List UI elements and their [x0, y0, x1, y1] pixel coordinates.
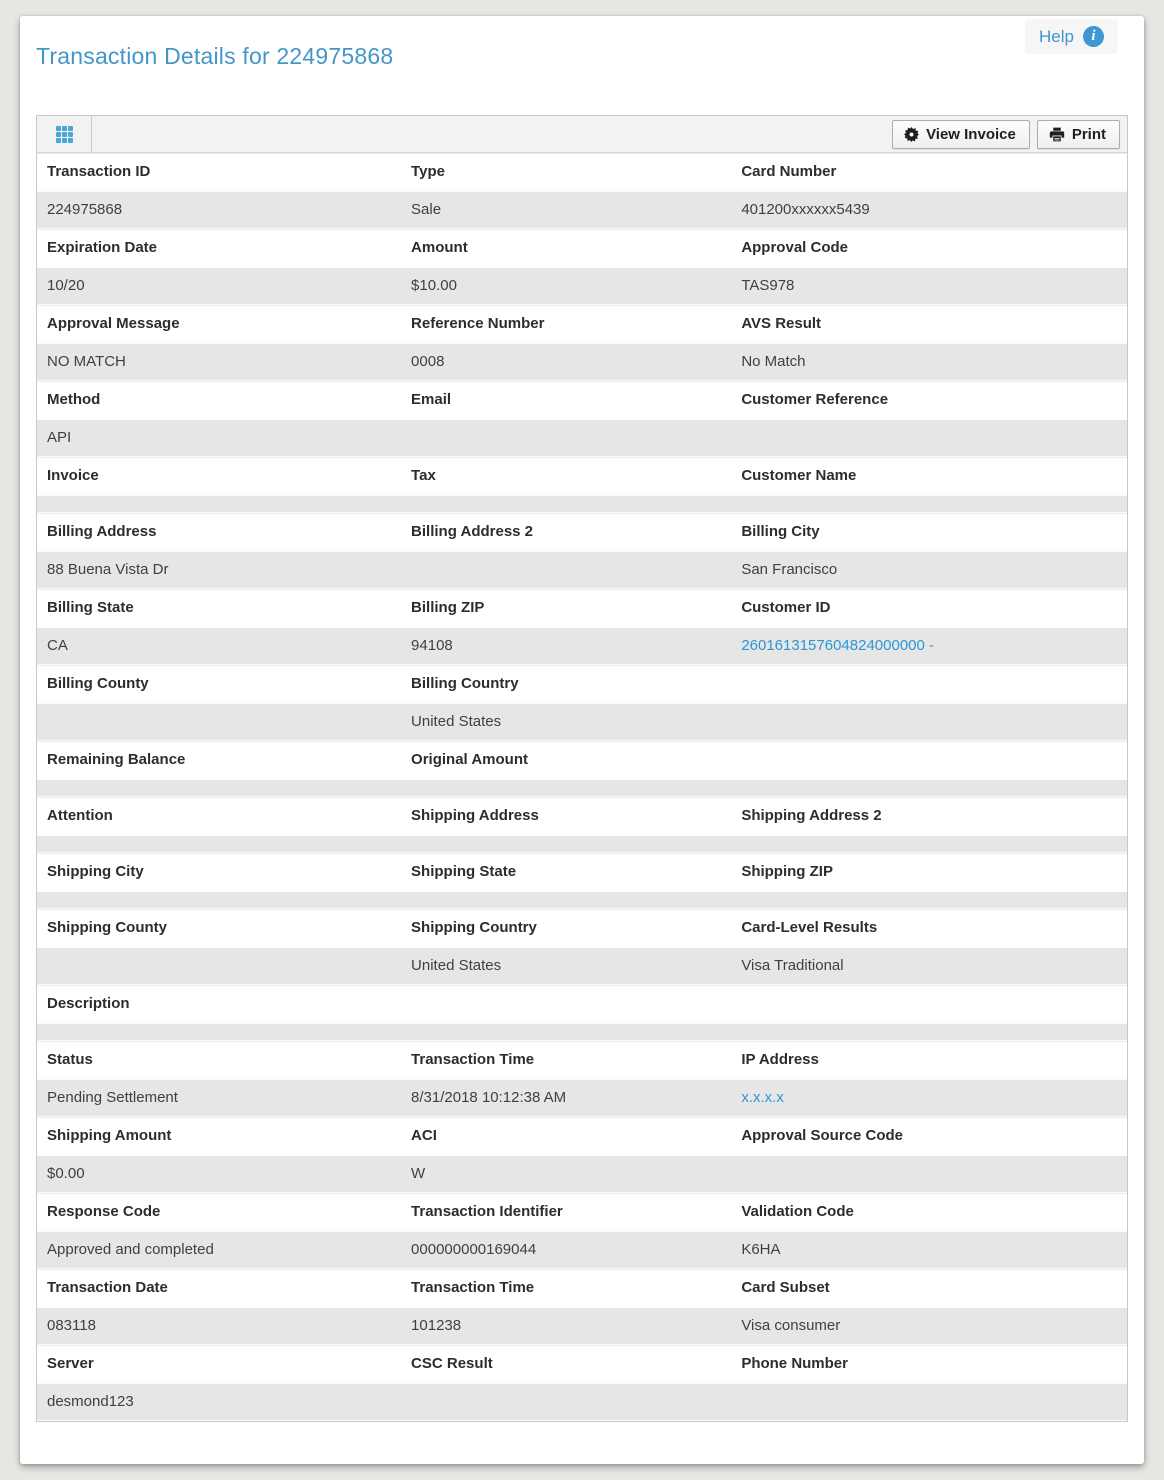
value-cell: Pending Settlement [47, 1089, 178, 1106]
label-cell: Transaction Time [411, 1051, 535, 1068]
value-cell: 88 Buena Vista Dr [47, 561, 169, 578]
label-cell: Approval Source Code [741, 1127, 904, 1144]
value-cell: 401200xxxxxx5439 [741, 201, 870, 218]
label-cell: Description [47, 995, 130, 1012]
ip-address-link[interactable]: x.x.x.x [741, 1089, 784, 1106]
value-cell: 083118 [47, 1317, 96, 1334]
label-cell: Card Subset [741, 1279, 830, 1296]
details-table [37, 153, 1127, 1421]
value-row [37, 191, 1127, 229]
label-cell: Billing Country [411, 675, 519, 692]
value-cell [401, 420, 731, 456]
label-cell: Approval Code [741, 239, 848, 256]
label-cell: Billing State [47, 599, 134, 616]
spacer-row [37, 891, 1127, 909]
value-row [37, 1155, 1127, 1193]
label-cell: Expiration Date [47, 239, 158, 256]
label-cell: Attention [47, 807, 113, 824]
label-row [37, 305, 1127, 343]
label-cell: Approval Message [47, 315, 180, 332]
label-cell: Original Amount [411, 751, 528, 768]
label-cell: ACI [411, 1127, 437, 1144]
label-row [37, 741, 1127, 779]
label-cell: Server [47, 1355, 94, 1372]
label-cell: Customer Name [741, 467, 857, 484]
label-cell [731, 742, 1127, 779]
label-cell: Response Code [47, 1203, 161, 1220]
value-cell [37, 704, 401, 740]
value-cell: K6HA [741, 1241, 781, 1258]
label-cell: Shipping State [411, 863, 517, 880]
label-cell: Invoice [47, 467, 99, 484]
label-row [37, 797, 1127, 835]
value-row [37, 1307, 1127, 1345]
value-cell [731, 1384, 1127, 1420]
info-icon[interactable]: i [1083, 26, 1104, 47]
value-row [37, 1079, 1127, 1117]
label-cell: Billing ZIP [411, 599, 485, 616]
label-cell: Billing Address [47, 523, 157, 540]
label-cell: Shipping City [47, 863, 144, 880]
value-cell: NO MATCH [47, 353, 126, 370]
label-row [37, 381, 1127, 419]
label-cell: Transaction ID [47, 163, 151, 180]
label-cell: Shipping County [47, 919, 167, 936]
label-cell: Shipping Address 2 [741, 807, 882, 824]
toolbar [37, 116, 1127, 153]
label-cell: Phone Number [741, 1355, 848, 1372]
label-row [37, 1269, 1127, 1307]
label-cell: Transaction Identifier [411, 1203, 563, 1220]
value-cell: 000000000169044 [411, 1241, 537, 1258]
value-row [37, 1383, 1127, 1421]
grid-view-button[interactable] [37, 116, 92, 152]
value-cell: Visa Traditional [741, 957, 844, 974]
value-row [37, 1231, 1127, 1269]
transaction-details-card [20, 16, 1144, 1464]
print-button[interactable] [1037, 120, 1120, 149]
value-cell: United States [411, 713, 502, 730]
print-label: Print [1071, 125, 1106, 143]
spacer-row [37, 835, 1127, 853]
value-cell: W [411, 1165, 426, 1182]
spacer-row [37, 495, 1127, 513]
label-cell: AVS Result [741, 315, 822, 332]
grid-icon [56, 126, 73, 143]
label-cell: Shipping Country [411, 919, 537, 936]
help-label: Help [1039, 26, 1074, 46]
label-row [37, 665, 1127, 703]
value-cell: 8/31/2018 10:12:38 AM [411, 1089, 567, 1106]
label-row [37, 853, 1127, 891]
seal-icon [904, 127, 919, 142]
value-cell: 10/20 [47, 277, 85, 294]
label-cell: Reference Number [411, 315, 545, 332]
value-cell: TAS978 [741, 277, 795, 294]
value-row [37, 703, 1127, 741]
page-title: Transaction Details for 224975868 [36, 43, 394, 69]
value-cell: Visa consumer [741, 1317, 841, 1334]
label-row [37, 457, 1127, 495]
label-row [37, 909, 1127, 947]
label-cell: Method [47, 391, 101, 408]
value-cell: San Francisco [741, 561, 838, 578]
label-row [37, 1345, 1127, 1383]
label-cell: Shipping ZIP [741, 863, 833, 880]
value-cell: desmond123 [47, 1393, 134, 1410]
label-cell: CSC Result [411, 1355, 493, 1372]
label-cell: Billing County [47, 675, 149, 692]
value-cell: $10.00 [411, 277, 457, 294]
help-link[interactable] [1025, 19, 1118, 54]
label-row [37, 1117, 1127, 1155]
value-cell [731, 1156, 1127, 1192]
value-cell: 94108 [411, 637, 453, 654]
printer-icon [1049, 127, 1065, 142]
label-cell [731, 666, 1127, 703]
value-row [37, 551, 1127, 589]
label-cell [731, 986, 1127, 1023]
label-cell: IP Address [741, 1051, 819, 1068]
label-row [37, 513, 1127, 551]
label-cell: Customer Reference [741, 391, 889, 408]
value-cell: API [47, 429, 72, 446]
label-cell: Email [411, 391, 452, 408]
label-cell: Card Number [741, 163, 837, 180]
spacer-row [37, 1023, 1127, 1041]
value-row [37, 343, 1127, 381]
value-cell: No Match [741, 353, 806, 370]
label-cell: Billing City [741, 523, 820, 540]
value-cell: CA [47, 637, 68, 654]
label-cell: Status [47, 1051, 93, 1068]
value-row [37, 947, 1127, 985]
label-cell: Shipping Address [411, 807, 539, 824]
label-cell: Tax [411, 467, 436, 484]
value-cell: 0008 [411, 353, 445, 370]
value-cell: Approved and completed [47, 1241, 214, 1258]
label-cell: Amount [411, 239, 468, 256]
label-cell: Transaction Time [411, 1279, 535, 1296]
value-cell [401, 1384, 731, 1420]
label-row [37, 589, 1127, 627]
view-invoice-label: View Invoice [926, 125, 1016, 143]
value-row [37, 267, 1127, 305]
label-cell [401, 986, 731, 1023]
label-cell: Validation Code [741, 1203, 854, 1220]
label-cell: Billing Address 2 [411, 523, 534, 540]
value-cell [731, 420, 1127, 456]
label-cell: Remaining Balance [47, 751, 186, 768]
value-cell: United States [411, 957, 502, 974]
value-cell: 101238 [411, 1317, 462, 1334]
label-row [37, 153, 1127, 191]
value-cell [731, 628, 1127, 664]
value-cell [731, 704, 1127, 740]
value-cell: $0.00 [47, 1165, 85, 1182]
spacer-row [37, 779, 1127, 797]
value-cell: Sale [411, 201, 442, 218]
label-cell: Type [411, 163, 445, 180]
value-cell [731, 1080, 1127, 1116]
view-invoice-button[interactable] [892, 120, 1030, 149]
label-cell: Transaction Date [47, 1279, 168, 1296]
label-row [37, 1193, 1127, 1231]
label-row [37, 985, 1127, 1023]
label-cell: Shipping Amount [47, 1127, 172, 1144]
label-row [37, 229, 1127, 267]
value-row [37, 419, 1127, 457]
label-cell: Card-Level Results [741, 919, 878, 936]
page-header [36, 16, 1128, 70]
value-row [37, 627, 1127, 665]
value-cell [37, 948, 401, 984]
value-cell [401, 552, 731, 588]
label-row [37, 1041, 1127, 1079]
details-panel [36, 115, 1128, 1422]
value-cell: 224975868 [47, 201, 123, 218]
customer-id-link[interactable]: 2601613157604824000000 - [741, 637, 935, 654]
label-cell: Customer ID [741, 599, 831, 616]
